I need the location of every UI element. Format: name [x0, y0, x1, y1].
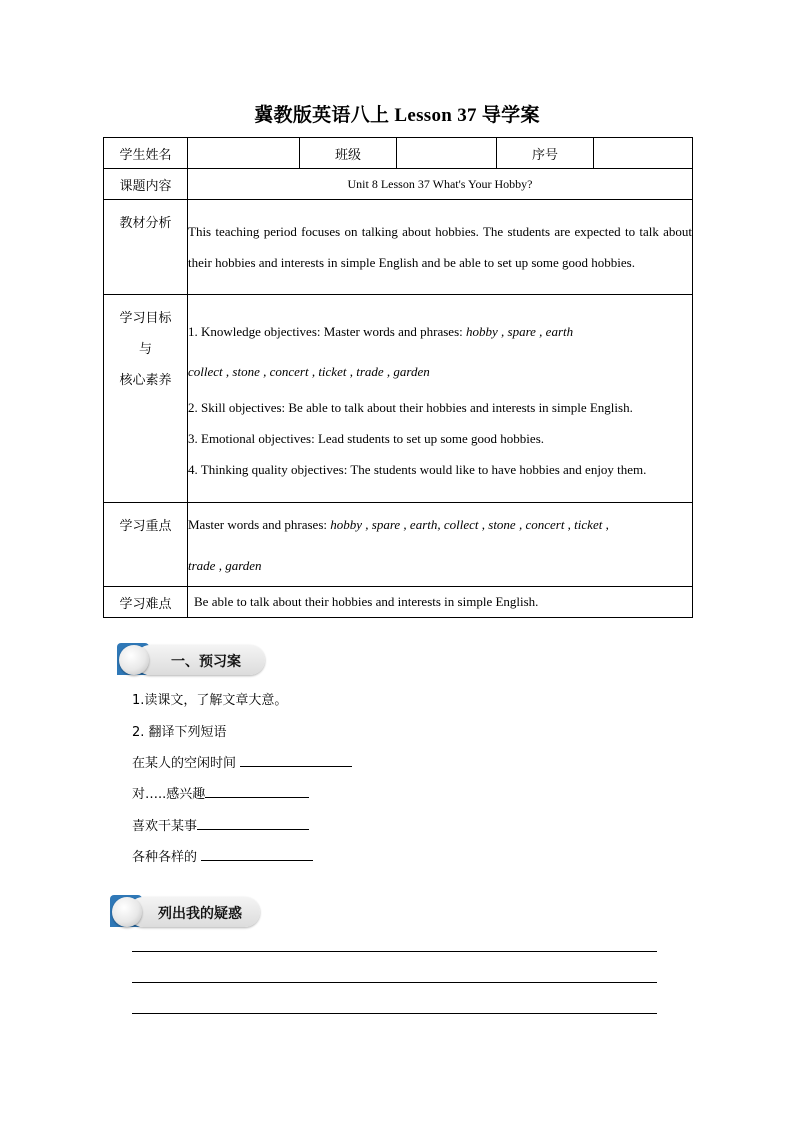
phrase-row: 对…..感兴趣 [132, 783, 309, 802]
preview-heading: 一、预习案 [171, 654, 241, 670]
analysis-label: 教材分析 [104, 200, 188, 295]
lesson-info-table [103, 137, 693, 618]
page-title: 冀教版英语八上 Lesson 37 导学案 [254, 105, 540, 126]
goal-knowledge-words-cont: collect , stone , concert , ticket , trade , garden [188, 364, 430, 379]
seat-number-label: 序号 [497, 138, 594, 169]
goals-content [188, 295, 693, 503]
preview-section-header [117, 643, 277, 677]
analysis-paragraph: This teaching period focuses on talking about hobbies. The students are expected to talk about their hobbies and interests in simple English and be able to set up some good hobbies. [188, 223, 692, 270]
goal-knowledge-words: hobby , spare , earth [466, 324, 574, 339]
questions-section-header [110, 895, 270, 929]
phrase-row: 各种各样的 [132, 846, 313, 865]
preview-item-1: 1.读课文，了解文章大意。 [132, 693, 288, 708]
class-label: 班级 [300, 138, 397, 169]
analysis-text [188, 200, 693, 295]
answer-blank[interactable] [201, 846, 313, 861]
questions-heading: 列出我的疑惑 [158, 906, 242, 922]
topic-label: 课题内容 [104, 169, 188, 200]
topic-value: Unit 8 Lesson 37 What's Your Hobby? [188, 169, 693, 200]
preview-item-2: 2. 翻译下列短语 [132, 725, 227, 740]
goals-label-line3: 核心素养 [119, 373, 172, 388]
key-points-content [188, 503, 693, 587]
answer-blank[interactable] [240, 752, 352, 767]
goals-label-line1: 学习目标 [119, 311, 172, 326]
student-name-field[interactable] [188, 138, 300, 169]
section-bullet-icon [119, 645, 149, 675]
difficulty-value: Be able to talk about their hobbies and interests in simple English. [188, 587, 693, 618]
phrase-row: 在某人的空闲时间 [132, 752, 352, 771]
answer-blank[interactable] [205, 783, 309, 798]
key-points-line1: Master words and phrases: hobby , spare , earth, collect , stone , concert , ticket , [188, 516, 609, 532]
goal-skill: 2. Skill objectives: Be able to talk about their hobbies and interests in simple English. [188, 400, 633, 415]
goals-label [104, 295, 188, 503]
difficulty-label: 学习难点 [104, 587, 188, 618]
answer-blank[interactable] [197, 815, 309, 830]
class-field[interactable] [397, 138, 497, 169]
question-line[interactable] [132, 982, 657, 983]
goals-label-line2: 与 [138, 342, 152, 357]
section-bullet-icon [112, 897, 142, 927]
key-points-label: 学习重点 [104, 503, 188, 587]
student-name-label: 学生姓名 [104, 138, 188, 169]
goal-knowledge: 1. Knowledge objectives: Master words and phrases: hobby , spare , earth [188, 324, 574, 339]
phrase-row: 喜欢干某事 [132, 815, 309, 834]
goal-thinking: 4. Thinking quality objectives: The students would like to have hobbies and enjoy them. [188, 462, 647, 477]
seat-number-field[interactable] [594, 138, 693, 169]
question-line[interactable] [132, 951, 657, 952]
question-line[interactable] [132, 1013, 657, 1014]
goal-emotional: 3. Emotional objectives: Lead students to set up some good hobbies. [188, 431, 545, 446]
key-points-line2: trade , garden [188, 557, 262, 573]
